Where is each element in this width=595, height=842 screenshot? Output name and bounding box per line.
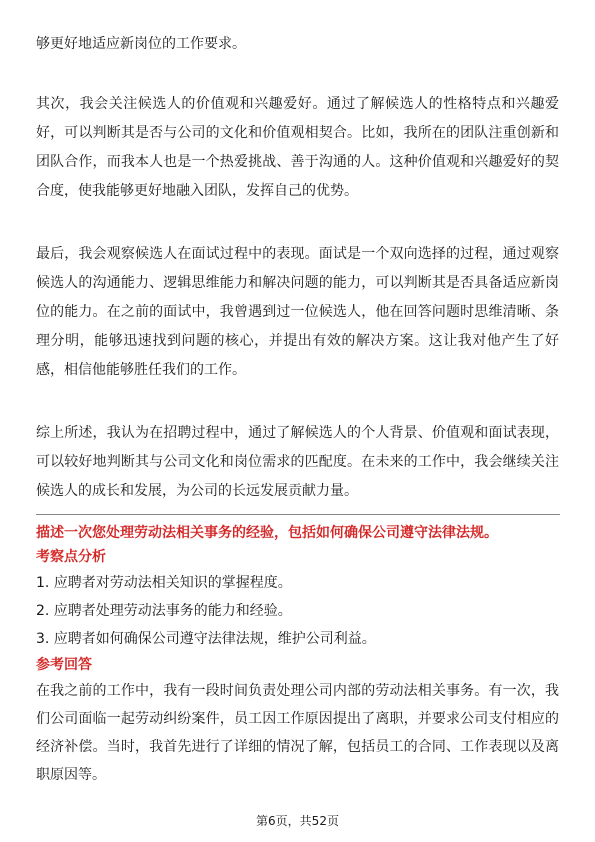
paragraph-1: 够更好地适应新岗位的工作要求。 xyxy=(36,36,246,52)
paragraph-4: 综上所述，我认为在招聘过程中，通过了解候选人的个人背景、价值观和面试表现，可以较好地判断其与公司文化和岗位需求的匹配度。在未来的工作中，我会继续关注候选人的成长和发展，为公司的长远发展贡献力量。 xyxy=(36,425,559,499)
reference-answer: 在我之前的工作中，我有一段时间负责处理公司内部的劳动法相关事务。有一次，我们公司面临一起劳动纠纷案件，员工因工作原因提出了离职，并要求公司支付相应的经济补偿。当时，我首先进行了详细的情况了解，包括员工的合同、工作表现以及离职原因等。 xyxy=(36,683,559,783)
paragraph-3: 最后，我会观察候选人在面试过程中的表现。面试是一个双向选择的过程，通过观察候选人的沟通能力、逻辑思维能力和解决问题的能力，可以判断其是否具备适应新岗位的能力。在之前的面试中，我曾遇到过一位候选人，他在回答问题时思维清晰、条理分明，能够迅速找到问题的核心，并提出有效的解决方案。这让我对他产生了好感，相信他能够胜任我们的工作。 xyxy=(36,246,559,378)
analysis-heading: 考察点分析 xyxy=(36,549,106,565)
page-content xyxy=(36,30,559,789)
list-item: 1. 应聘者对劳动法相关知识的掌握程度。 xyxy=(36,575,292,591)
divider xyxy=(36,514,560,515)
reference-heading: 参考回答 xyxy=(36,657,92,673)
page-number: 第6页，共52页 xyxy=(256,814,339,828)
question-heading: 描述一次您处理劳动法相关事务的经验，包括如何确保公司遵守法律法规。 xyxy=(36,525,498,541)
list-item: 2. 应聘者处理劳动法事务的能力和经验。 xyxy=(36,603,292,619)
paragraph-2: 其次，我会关注候选人的价值观和兴趣爱好。通过了解候选人的性格特点和兴趣爱好，可以判断其是否与公司的文化和价值观相契合。比如，我所在的团队注重创新和团队合作，而我本人也是一个热爱挑战、善于沟通的人。这种价值观和兴趣爱好的契合度，使我能够更好地融入团队，发挥自己的优势。 xyxy=(36,96,559,199)
list-item: 3. 应聘者如何确保公司遵守法律法规，维护公司利益。 xyxy=(36,631,376,647)
analysis-list xyxy=(36,569,559,653)
